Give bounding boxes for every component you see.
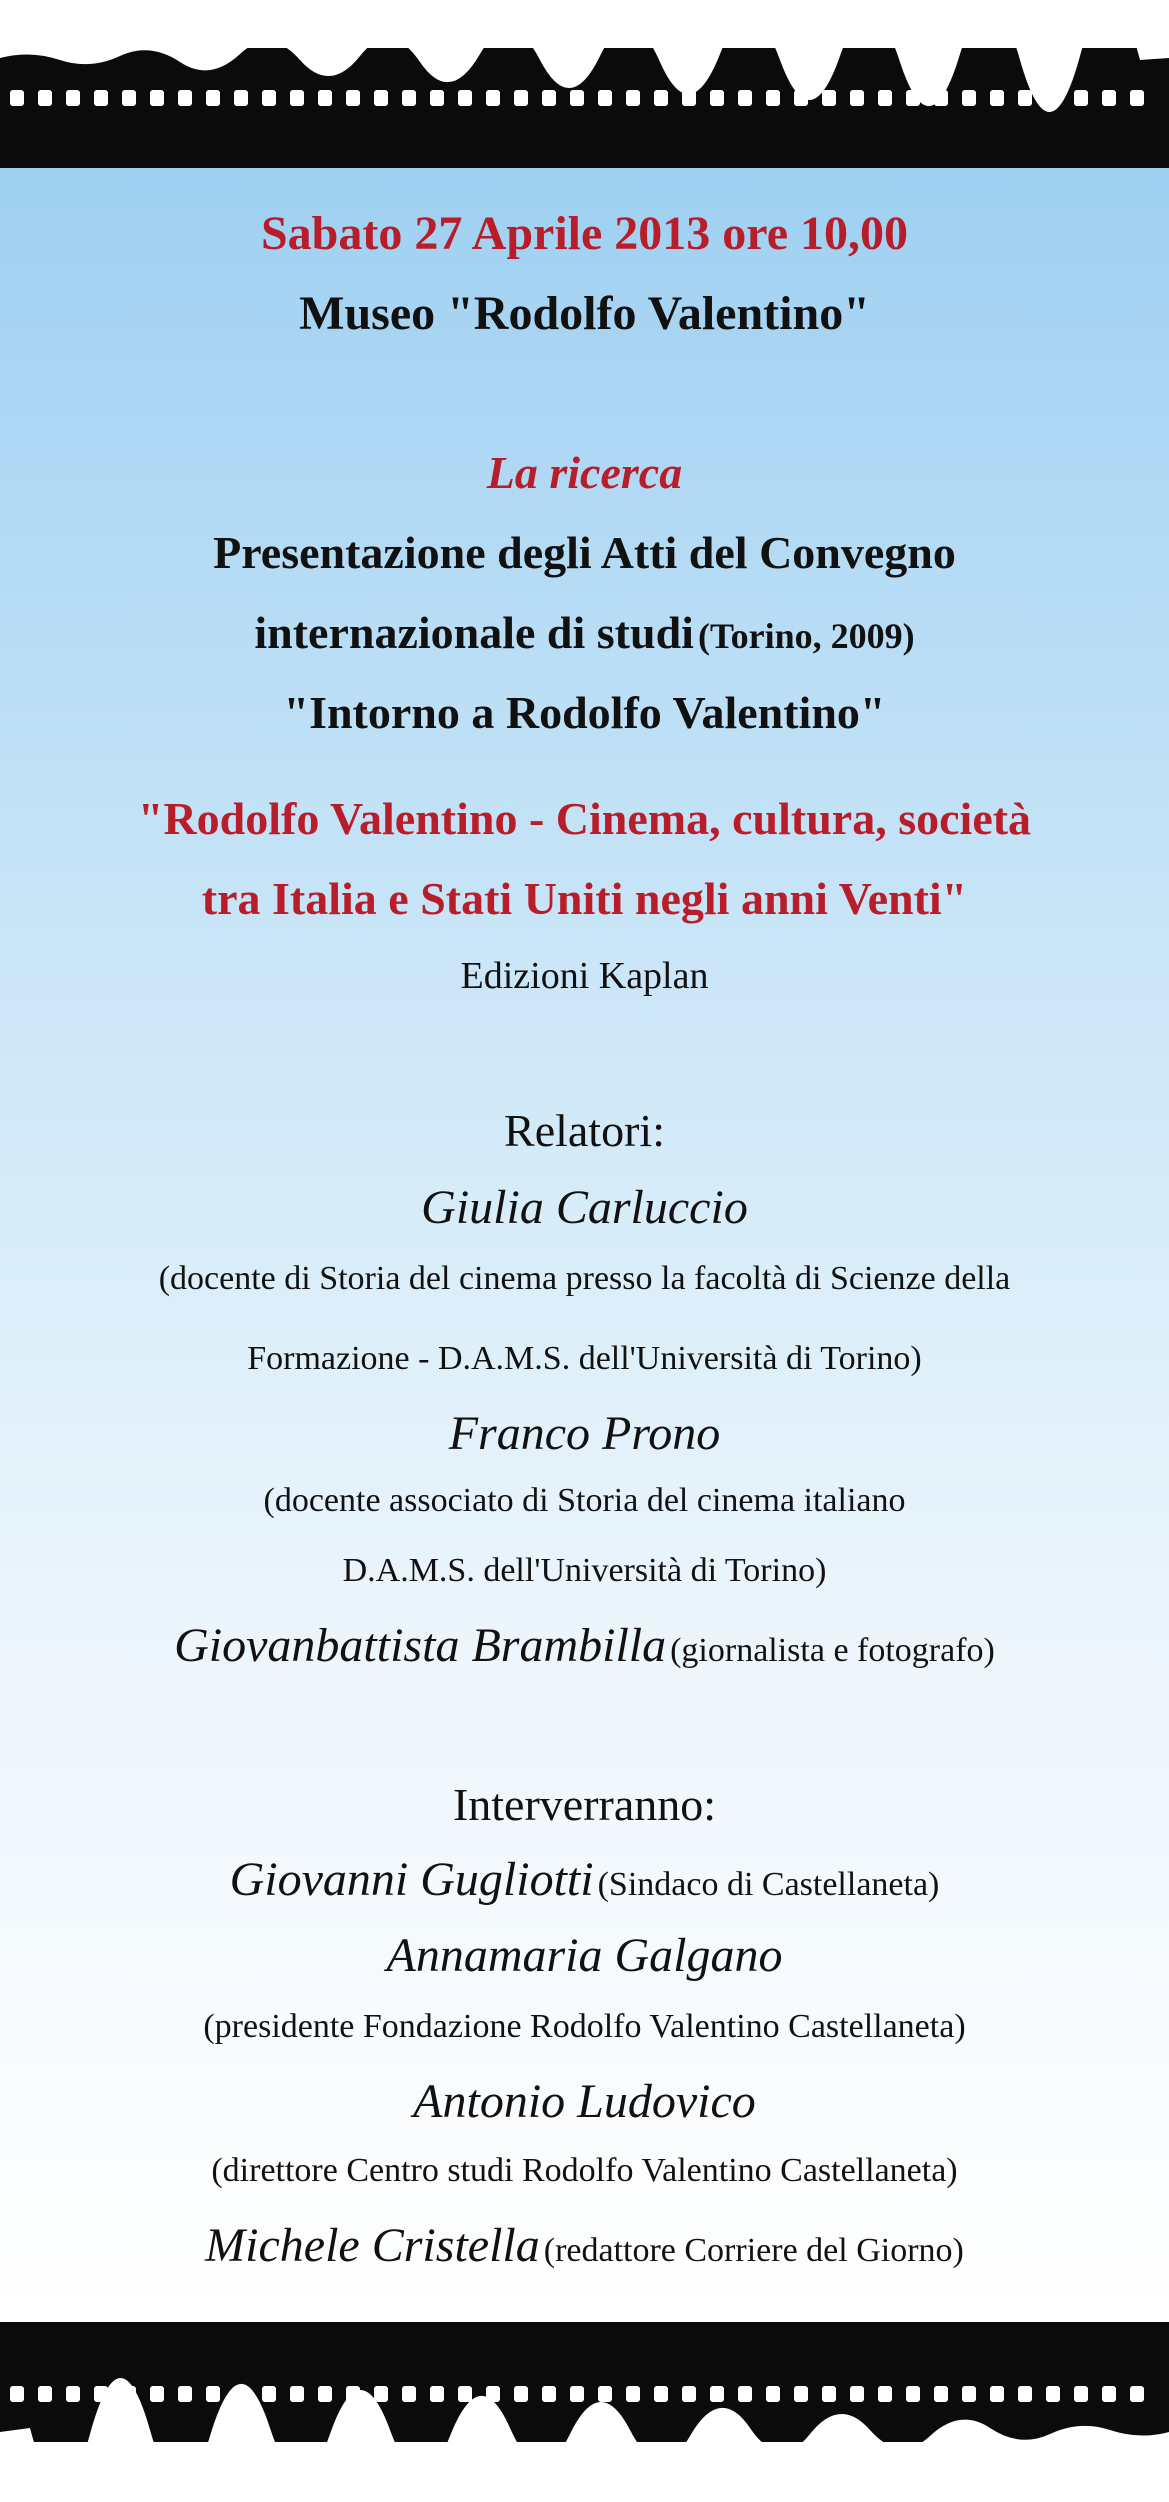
speaker-role: (giornalista e fotografo) [670,1632,995,1669]
participants-heading: Interverranno: [452,1779,717,1830]
speaker-name: Giovanbattista Brambilla [174,1619,667,1672]
participant-name: Antonio Ludovico [413,2075,756,2128]
speaker-role-line-1: (docente associato di Storia del cinema italiano [263,1482,906,1519]
filmstrip-top-graphic [0,48,1169,168]
presentation-line-1: Presentazione degli Atti del Convegno [213,527,956,578]
speaker-name: Franco Prono [448,1407,721,1460]
participant-entry [0,2218,1169,2273]
speaker-role-line-2: D.A.M.S. dell'Università di Torino) [342,1552,827,1589]
participant-name: Giovanni Gugliotti [229,1853,594,1906]
presentation-line-2-main: internazionale di studi [254,607,694,658]
conference-title: "Intorno a Rodolfo Valentino" [283,687,886,738]
event-date-time: Sabato 27 Aprile 2013 ore 10,00 [260,207,909,260]
participant-name: Michele Cristella [205,2219,540,2272]
event-venue: Museo "Rodolfo Valentino" [299,287,870,340]
participant-name: Annamaria Galgano [386,1929,783,1982]
invitation-panel [0,168,1169,2322]
participant-entry [0,1852,1169,1907]
speaker-role-line-2: Formazione - D.A.M.S. dell'Università di Torino) [247,1340,922,1377]
participant-role: (presidente Fondazione Rodolfo Valentino Castellaneta) [203,2008,966,2045]
speaker-name: Giulia Carluccio [421,1181,748,1234]
presentation-line-2-note: (Torino, 2009) [697,616,915,656]
speaker-entry [0,1618,1169,1673]
book-title-line-1: "Rodolfo Valentino - Cinema, cultura, società [137,793,1032,844]
presentation-line-2 [0,606,1169,659]
filmstrip-top-border [0,48,1169,168]
filmstrip-bottom-border [0,2322,1169,2442]
participant-role: (direttore Centro studi Rodolfo Valentino Castellaneta) [211,2152,958,2189]
speaker-role-line-1: (docente di Storia del cinema presso la facoltà di Scienze della [158,1260,1011,1297]
participant-role: (redattore Corriere del Giorno) [543,2232,964,2269]
section-label: La ricerca [486,447,683,498]
book-title-line-2: tra Italia e Stati Uniti negli anni Venti" [201,873,968,924]
publisher: Edizioni Kaplan [460,955,709,997]
participant-role: (Sindaco di Castellaneta) [597,1866,940,1903]
speakers-heading: Relatori: [504,1105,665,1156]
filmstrip-bottom-graphic [0,2322,1169,2442]
